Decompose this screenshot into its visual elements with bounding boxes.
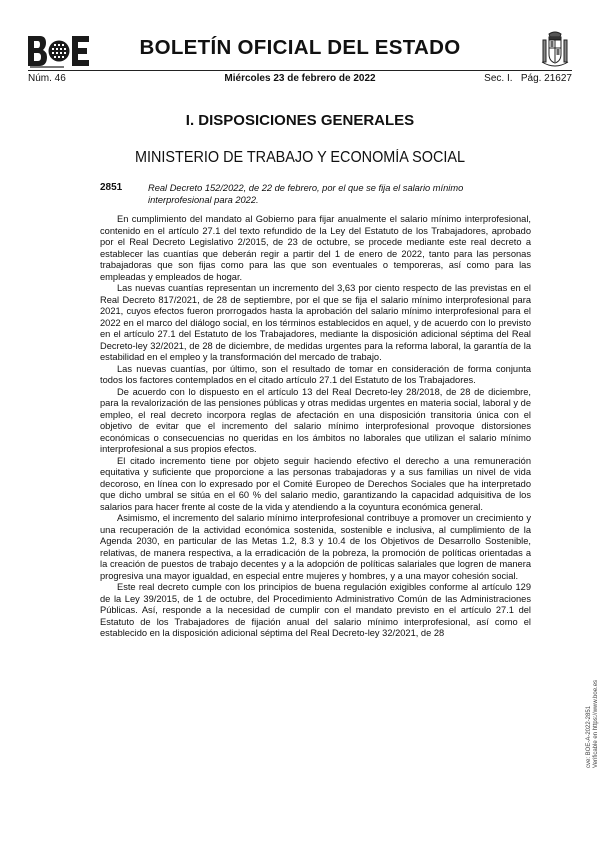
paragraph: Las nuevas cuantías, por último, son el resultado de tomar en consideración de forma conjunta todos los factores contemplados en el citado artículo 27.1 del Estatuto de los Trabajadores. <box>100 363 531 385</box>
cve-code: cve: BOE-A-2022-2851 <box>586 705 592 768</box>
document-body <box>100 214 531 640</box>
paragraph: El citado incremento tiene por objeto seguir haciendo efectivo el derecho a una remuneración equitativa y suficiente que proporcione a las personas trabajadoras y a sus familias un nivel de vida decoroso, en línea con lo expresado por el Comité Europeo de Derechos Sociales que ha interpretado que dicho umbral se sitúa en el 60 % del salario medio, garantizando la capacidad adquisitiva de los salarios para hacer frente al coste de la vida y atendiendo a la coyuntura económica general. <box>100 455 531 512</box>
logo-underline <box>30 66 64 68</box>
document-number: 2851 <box>100 182 123 193</box>
issue-number: Núm. 46 <box>28 73 66 84</box>
coat-of-arms-icon <box>540 30 570 70</box>
paragraph: En cumplimiento del mandato al Gobierno para fijar anualmente el salario mínimo interprofesional, contenido en el artículo 27.1 del texto refundido de la Ley del Estatuto de los Trabajadores, aprobado por el Real Decreto Legislativo 2/2015, de 23 de octubre, se procede mediante este real decreto a establecer las cuantías que deberán regir a partir del 1 de enero de 2022, tanto para las personas trabajadoras que son fijas como para las que son eventuales o temporeras, así como para las empleadas y empleados de hogar. <box>100 214 531 282</box>
bulletin-title: BOLETÍN OFICIAL DEL ESTADO <box>139 36 461 59</box>
section-page: Sec. I. Pág. 21627 <box>484 73 572 84</box>
ministry-heading: MINISTERIO DE TRABAJO Y ECONOMÍA SOCIAL <box>134 149 466 166</box>
paragraph: De acuerdo con lo dispuesto en el artículo 13 del Real Decreto-ley 28/2018, de 28 de diciembre, para la revalorización de las pensiones públicas y otras medidas urgentes en materia social, laboral y de empleo, el real decreto incorpora reglas de afectación en una disposición transitoria única con el objetivo de evitar que el incremento del salario mínimo interprofesional provoque distorsiones económicas o consecuencias no queridas en los ámbitos no laborales que utilizan el salario mínimo interprofesional a sus propios efectos. <box>100 386 531 454</box>
verification-url: Verificable en https://www.boe.es <box>593 679 599 768</box>
paragraph: Asimismo, el incremento del salario mínimo interprofesional contribuye a promover un crecimiento y una recuperación de la actividad económica sostenida, sostenible e inclusiva, al cumplimiento de la Agenda 2030, en particular de las Metas 1.2, 8.3 y 10.4 de los Objetivos de Desarrollo Sostenible, relativas, de manera respectiva, a la erradicación de la pobreza, la promoción de políticas orientadas a la creación de puestos de trabajo decentes y a la adopción de políticas salariales que logren de manera progresiva una mayor igualdad, en especial entre mujeres y hombres, y a una mayor cohesión social. <box>100 513 531 581</box>
section-heading: I. DISPOSICIONES GENERALES <box>185 112 415 129</box>
header-rule <box>28 70 572 71</box>
document-title: Real Decreto 152/2022, de 22 de febrero, por el que se fija el salario mínimo interprofesional para 2022. <box>148 183 464 205</box>
issue-date: Miércoles 23 de febrero de 2022 <box>224 73 376 84</box>
paragraph: Las nuevas cuantías representan un incremento del 3,63 por ciento respecto de las previstas en el Real Decreto 817/2021, de 28 de septiembre, por el que se fija el salario mínimo interprofesional para 2021, cuyos efectos fueron prorrogados hasta la aprobación del salario mínimo interprofesional para el 2022 en el marco del diálogo social, en los términos establecidos en aquel, y de acuerdo con lo previsto en el artículo 27.1 del Estatuto de los Trabajadores, mediante la disposición adicional séptima del Real Decreto-ley 32/2021, de 28 de diciembre, de medidas urgentes para la reforma laboral, la garantía de la estabilidad en el empleo y la transformación del mercado de trabajo. <box>100 283 531 362</box>
paragraph: Este real decreto cumple con los principios de buena regulación exigibles conforme al artículo 129 de la Ley 39/2015, de 1 de octubre, del Procedimiento Administrativo Común de las Administraciones Públicas. Así, responde a la necesidad de cumplir con el mandato previsto en el artículo 27.1 del Estatuto de los Trabajadores de fijación anual del salario mínimo interprofesional, así como el establecido en la disposición adicional séptima del Real Decreto-ley 32/2021, de 28 <box>100 582 531 638</box>
verification-note <box>586 548 600 768</box>
